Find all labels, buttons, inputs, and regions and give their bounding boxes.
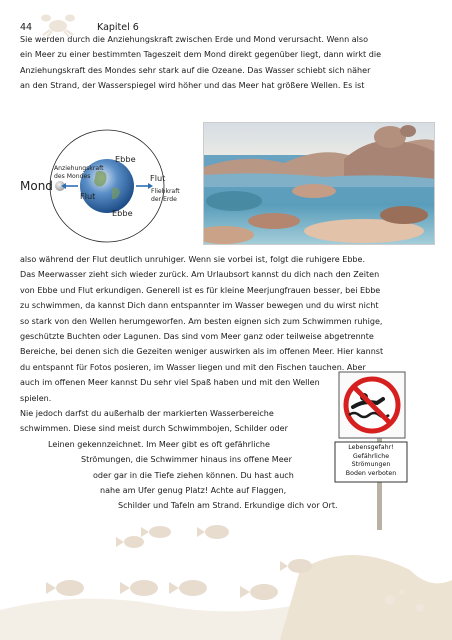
- page-number: 44: [20, 22, 33, 33]
- body-paragraph: [20, 252, 383, 406]
- ebb-top-label: Ebbe: [115, 154, 136, 164]
- text-line: ein Meer zu einer bestimmten Tageszeit dem Mond direkt gegenüber liegt, dann wirkt die: [20, 50, 382, 60]
- text-line: geschützte Buchten oder Lagunen. Das sind vom Meer ganz oder teilweise abgetrennte: [20, 332, 374, 342]
- text-line: von Ebbe und Flut erkundigen. Generell ist es für kleine Meerjungfrauen besser, bei Ebbe: [20, 285, 381, 295]
- tide-diagram: [20, 128, 200, 248]
- text-line: oder gar in die Tiefe ziehen können. Du hast auch: [93, 470, 294, 480]
- sign-line: Gefährliche: [352, 452, 390, 460]
- intro-paragraph: [20, 32, 381, 94]
- text-line: also während der Flut deutlich unruhiger. Wenn sie vorbei ist, folgt die ruhigere Ebbe.: [20, 255, 366, 264]
- sign-line: Boden verboten: [345, 469, 397, 477]
- text-line: an den Strand, der Wasserspiegel wird höher und das Meer hat größere Wellen. Es ist: [20, 81, 365, 91]
- text-line: Schilder und Tafeln am Strand. Erkundige dich vor Ort.: [118, 501, 338, 511]
- text-line: Bereiche, bei denen sich die Gezeiten weniger auswirken als im offenen Meer. Hier kannst: [20, 347, 384, 357]
- text-line: du entspannt für Fotos posieren, im Wasser liegen und mit den Fischen tauchen. Aber: [20, 362, 366, 372]
- warning-sign: [333, 370, 413, 545]
- coast-painting: [203, 122, 435, 245]
- moon-label: Mond: [20, 179, 53, 193]
- ebb-bottom-label: Ebbe: [112, 208, 133, 218]
- text-line: spielen.: [20, 393, 52, 403]
- text-line: zu schwimmen, da kannst Dich dann entspannter im Wasser bewegen und du wirst nicht: [20, 301, 379, 311]
- attraction-label-1: Anziehungskraft: [54, 165, 104, 172]
- flood-left-label: Flut: [80, 191, 96, 201]
- text-line: Strömungen, die Schwimmer hinaus ins offene Meer: [81, 455, 292, 465]
- sign-line: Lebensgefahr!: [348, 444, 394, 451]
- centrifugal-label-2: der Erde: [151, 196, 177, 203]
- text-line: auch im offenen Meer kannst Du sehr viel Spaß haben und mit den Wellen: [20, 378, 320, 388]
- text-line: nahe am Ufer genug Platz! Achte auf Flaggen,: [100, 486, 287, 496]
- sign-text: [335, 444, 407, 478]
- warning-paragraph: [20, 406, 338, 514]
- text-line: schwimmen. Diese sind meist durch Schwimmbojen, Schilder oder: [20, 424, 288, 434]
- text-line: Das Meerwasser zieht sich wieder zurück. Am Urlaubsort kannst du dich nach den Zeiten: [20, 270, 380, 280]
- text-line: Leinen gekennzeichnet. Im Meer gibt es oft gefährliche: [48, 439, 270, 449]
- text-line: Nie jedoch darfst du außerhalb der markierten Wasserbereiche: [20, 409, 274, 418]
- attraction-label-2: des Mondes: [54, 173, 91, 180]
- text-line: so stark von den Wellen herumgeworfen. Am besten eignen sich zum Schwimmen ruhige,: [20, 316, 383, 326]
- flood-right-label: Flut: [150, 173, 166, 183]
- centrifugal-label-1: Fliehkraft: [151, 188, 180, 195]
- text-line: Anziehungskraft des Mondes sehr stark auf die Ozeane. Das Wasser schiebt sich näher: [20, 65, 371, 75]
- sign-line: Strömungen: [351, 461, 391, 469]
- text-line: Sie werden durch die Anziehungskraft zwischen Erde und Mond verursacht. Wenn also: [20, 35, 369, 44]
- chapter-title: Kapitel 6: [97, 22, 139, 33]
